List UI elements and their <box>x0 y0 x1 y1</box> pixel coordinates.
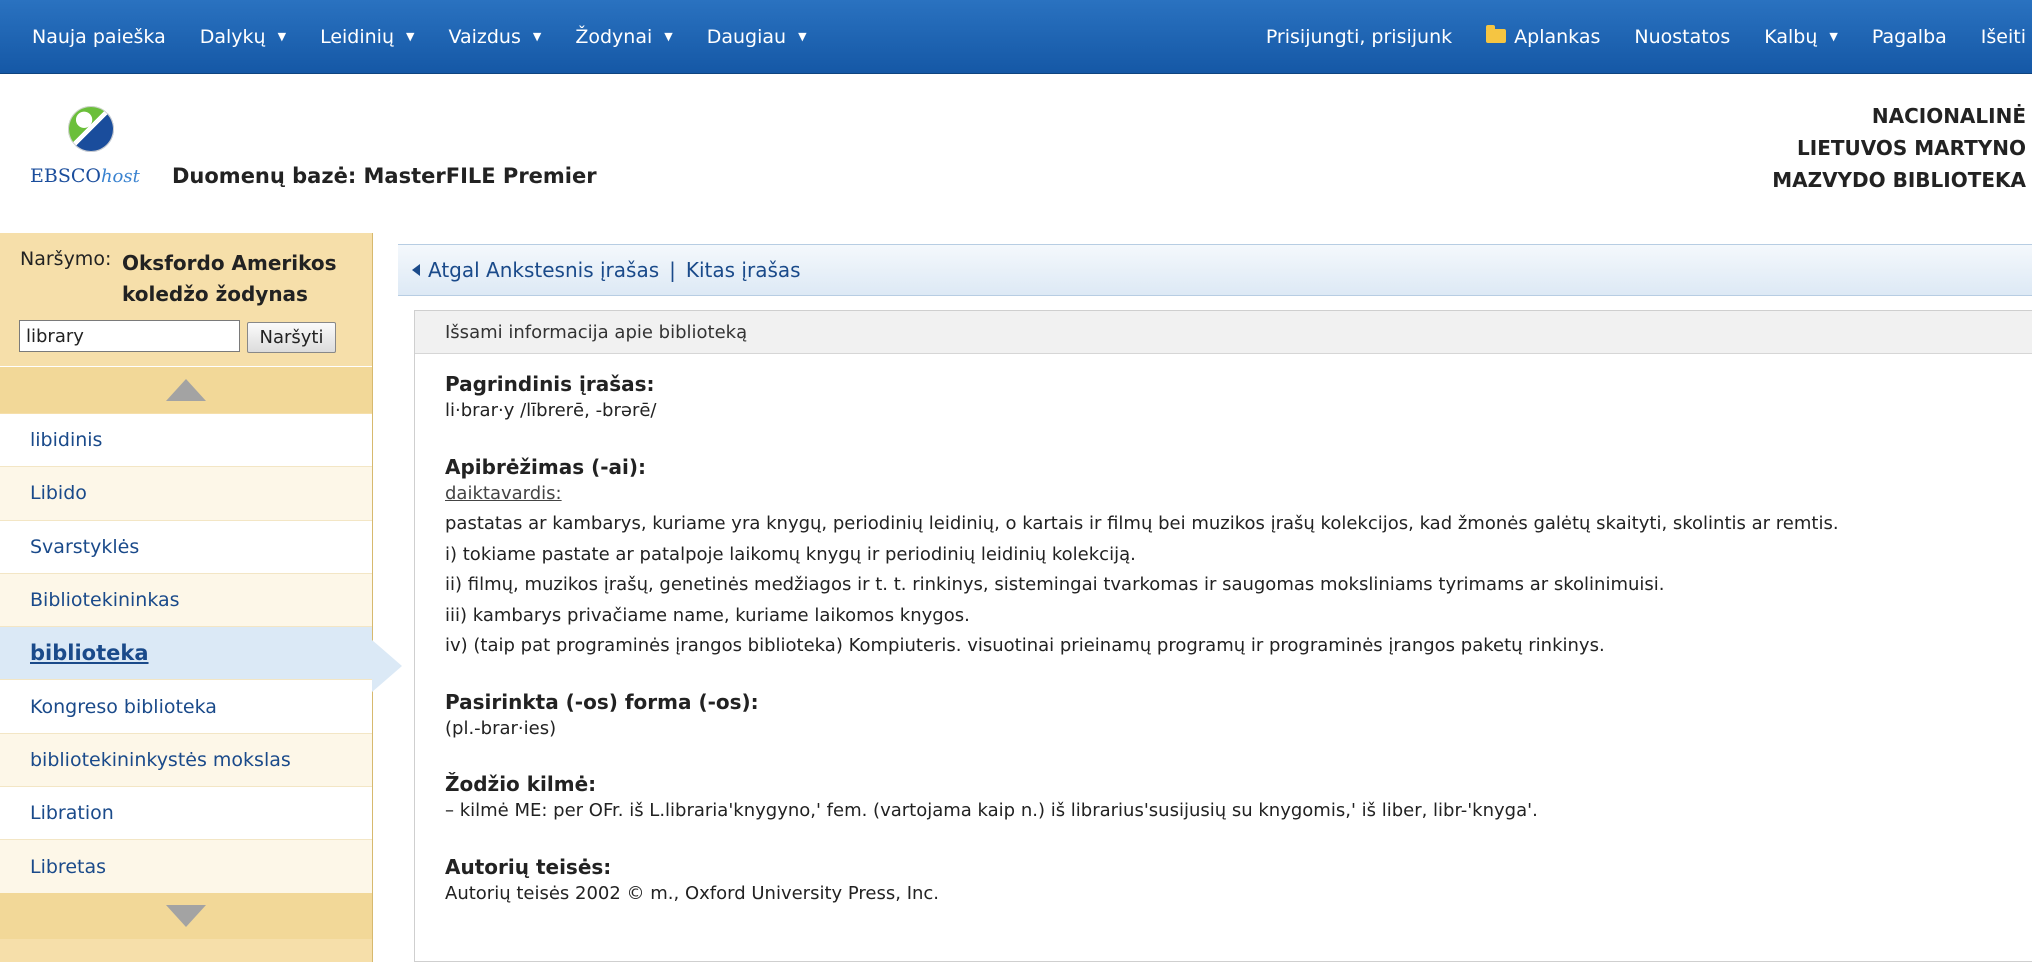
forms-title: Pasirinkta (-os) forma (-os): <box>445 689 759 714</box>
previous-record-link[interactable]: Ankstesnis įrašas <box>486 258 660 282</box>
nav-label: Pagalba <box>1871 25 1947 48</box>
nav-label: Daugiau <box>706 25 787 48</box>
definition-line: iv) (taip pat programinės įrangos biblioteka) Kompiuteris. visuotinai prieinamų programų ir programinės įrangos paketų rinkinys. <box>445 635 1605 656</box>
headword-title: Pagrindinis įrašas: <box>445 372 655 396</box>
browse-button[interactable]: Naršyti <box>247 322 336 353</box>
dictionary-name: Oksfordo Amerikos koledžo žodynas <box>122 251 337 306</box>
chevron-down-icon: ▼ <box>1829 30 1838 43</box>
nav-more-dropdown[interactable] <box>707 26 807 48</box>
copyright-value: Autorių teisės 2002 © m., Oxford University Press, Inc. <box>445 882 940 904</box>
origin-value: – kilmė ME: per OFr. iš L.libraria'knygyno,' fem. (vartojama kaip n.) iš librarius'susijusių su knygomis,' iš liber, libr-'knyga'. <box>445 800 1538 821</box>
part-of-speech: daiktavardis: <box>445 482 562 504</box>
nav-subjects-dropdown[interactable] <box>200 26 286 48</box>
nav-publications-dropdown[interactable] <box>320 26 414 48</box>
nav-label: Dalykų <box>199 25 266 48</box>
institution-name <box>1772 100 2026 196</box>
word-list-item-active[interactable]: biblioteka <box>0 627 372 680</box>
word-list-item[interactable]: Libration <box>0 787 372 840</box>
word-list-item[interactable]: Bibliotekininkas <box>0 574 372 627</box>
definition-line: pastatas ar kambarys, kuriame yra knygų, periodinių leidinių, o kartais ir filmų bei muzikos įrašų kolekcijos, kad žmonės galėtų skaityti, skolintis ar remtis. <box>445 513 1839 534</box>
record-navigation-bar <box>398 244 2032 296</box>
definition-line: i) tokiame pastate ar patalpoje laikomų knygų ir periodinių leidinių kolekciją. <box>445 543 1136 565</box>
word-list-item[interactable]: Svarstyklės <box>0 521 372 574</box>
ebsco-logo-text[interactable] <box>30 165 140 187</box>
nav-label: Žodynai <box>575 25 653 48</box>
scroll-down-button[interactable] <box>0 893 372 939</box>
chevron-down-icon: ▼ <box>798 30 807 43</box>
forms-value: (pl.-brar·ies) <box>445 717 557 739</box>
nav-exit[interactable] <box>1981 26 2026 48</box>
arrow-down-icon <box>166 905 206 927</box>
nav-help[interactable] <box>1872 26 1947 48</box>
database-name: Duomenų bazė: MasterFILE Premier <box>172 164 597 188</box>
institution-line: NACIONALINĖ <box>1871 104 2026 128</box>
dictionary-entry <box>445 372 2015 909</box>
institution-line: LIETUVOS MARTYNO <box>1797 136 2026 160</box>
word-list-item[interactable]: bibliotekininkystės mokslas <box>0 734 372 787</box>
browse-label: Naršymo: <box>20 248 112 270</box>
top-nav-right <box>1232 0 2032 73</box>
nav-label: Išeiti <box>1980 25 2026 48</box>
logo-host-word: host <box>100 166 140 187</box>
nav-languages-dropdown[interactable] <box>1764 26 1838 48</box>
word-list-item[interactable]: Libido <box>0 467 372 520</box>
word-list-item[interactable]: libidinis <box>0 414 372 467</box>
nav-new-search[interactable] <box>32 26 166 48</box>
nav-label: Nuostatos <box>1634 25 1731 48</box>
nav-sign-in[interactable] <box>1266 26 1452 48</box>
nav-folder[interactable] <box>1486 26 1600 48</box>
next-record-link[interactable]: Kitas įrašas <box>685 258 801 282</box>
word-list <box>0 414 372 894</box>
nav-dictionaries-dropdown[interactable] <box>575 26 672 48</box>
nav-label: Leidinių <box>320 25 394 48</box>
top-navigation-bar <box>0 0 2032 74</box>
arrow-up-icon <box>166 379 206 401</box>
institution-line: MAZVYDO BIBLIOTEKA <box>1772 168 2026 192</box>
chevron-down-icon: ▼ <box>277 30 287 43</box>
copyright-title: Autorių teisės: <box>445 854 612 879</box>
origin-title: Žodžio kilmė: <box>445 772 597 796</box>
headword-pronunciation: li·brar·y /lībrerē, -brərē/ <box>445 400 657 421</box>
back-link[interactable]: Atgal <box>428 258 480 282</box>
active-item-pointer <box>372 640 402 692</box>
chevron-down-icon: ▼ <box>405 30 415 43</box>
definition-line: iii) kambarys privačiame name, kuriame laikomos knygos. <box>445 604 970 626</box>
definition-line: ii) filmų, muzikos įrašų, genetinės medžiagos ir t. t. rinkinys, sistemingai tvarkomas ir saugomas moksliniams tyrimams ar skolinimuisi. <box>445 574 1665 595</box>
definition-title: Apibrėžimas (-ai): <box>445 454 647 479</box>
scroll-up-button[interactable] <box>0 366 372 413</box>
nav-separator: | <box>669 258 676 282</box>
nav-label: Vaizdus <box>448 25 521 48</box>
back-arrow-icon <box>412 264 420 276</box>
top-nav-left <box>32 0 841 73</box>
word-list-item[interactable]: Kongreso biblioteka <box>0 680 372 733</box>
nav-preferences[interactable] <box>1634 26 1730 48</box>
nav-label: Nauja paieška <box>32 25 166 48</box>
detail-panel-header: Išsami informacija apie biblioteką <box>415 311 2032 354</box>
logo-ebsco-word: EBSCO <box>30 165 101 187</box>
nav-label: Prisijungti, prisijunk <box>1265 25 1453 48</box>
word-list-item[interactable]: Libretas <box>0 840 372 893</box>
nav-label: Kalbų <box>1764 25 1818 48</box>
chevron-down-icon: ▼ <box>664 30 673 43</box>
ebsco-logo-icon[interactable] <box>68 106 114 152</box>
nav-label: Aplankas <box>1514 25 1601 48</box>
folder-icon <box>1486 29 1506 43</box>
chevron-down-icon: ▼ <box>532 30 542 43</box>
browse-search-input[interactable] <box>19 320 240 352</box>
nav-images-dropdown[interactable] <box>448 26 541 48</box>
